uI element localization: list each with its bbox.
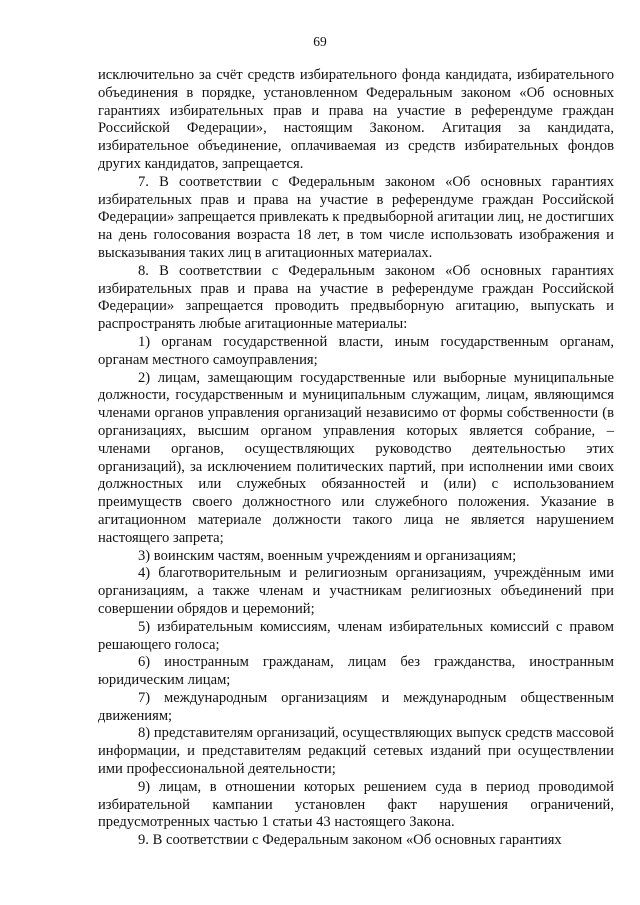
list-item-8: 8) представителям организаций, осуществляющих выпуск средств массовой информации, и представителям редакций сетевых изданий при осуществлении ими профессиональной деятельности; — [98, 725, 614, 778]
list-item-5: 5) избирательным комиссиям, членам избирательных комиссий с правом решающего голоса; — [98, 618, 614, 653]
document-body — [98, 67, 614, 850]
list-item-2: 2) лицам, замещающим государственные или выборные муниципальные должности, государственным и муниципальным служащим, лицам, являющимся членами органов управления организаций независимо от формы собственности (в организациях, высшим органом управления которых является собрание, – членами органов, осуществляющих руководство деятельностью этих организаций), за исключением политических партий, при исполнении ими своих должностных или служебных обязанностей и (или) с использованием преимуществ своего должностного или служебного положения. Указание в агитационном материале должности такого лица не является нарушением настоящего запрета; — [98, 369, 614, 546]
list-item-1: 1) органам государственной власти, иным государственным органам, органам местного самоуправления; — [98, 333, 614, 368]
paragraph-clause-7: 7. В соответствии с Федеральным законом «Об основных гарантиях избирательных прав и права на участие в референдуме граждан Российской Федерации» запрещается привлекать к предвыборной агитации лиц, не достигших на день голосования возраста 18 лет, в том числе использовать изображения и высказывания таких лиц в агитационных материалах. — [98, 173, 614, 261]
paragraph-clause-8: 8. В соответствии с Федеральным законом «Об основных гарантиях избирательных прав и права на участие в референдуме граждан Российской Федерации» запрещается проводить предвыборную агитацию, выпускать и распространять любые агитационные материалы: — [98, 262, 614, 333]
list-item-9: 9) лицам, в отношении которых решением суда в период проводимой избирательной кампании установлен факт нарушения ограничений, предусмотренных частью 1 статьи 43 настоящего Закона. — [98, 778, 614, 831]
page-number: 69 — [313, 34, 327, 49]
list-item-6: 6) иностранным гражданам, лицам без гражданства, иностранным юридическим лицам; — [98, 654, 614, 689]
list-item-4: 4) благотворительным и религиозным организациям, учреждённым ими организациям, а также членам и участникам религиозных объединений при совершении обрядов и церемоний; — [98, 565, 614, 617]
paragraph-continuation: исключительно за счёт средств избирательного фонда кандидата, избирательного объединения в порядке, установленном Федеральным законом «Об основных гарантиях избирательных прав и права на участие в референдуме граждан Российской Федерации», настоящим Законом. Агитация за кандидата, избирательное объединение, оплачиваемая из средств избирательных фондов других кандидатов, запрещается. — [98, 67, 614, 172]
paragraph-clause-9: 9. В соответствии с Федеральным законом «Об основных гарантиях — [138, 832, 562, 849]
list-item-7: 7) международным организациям и международным общественным движениям; — [98, 689, 614, 724]
list-item-3: 3) воинским частям, военным учреждениям и организациям; — [138, 547, 517, 564]
